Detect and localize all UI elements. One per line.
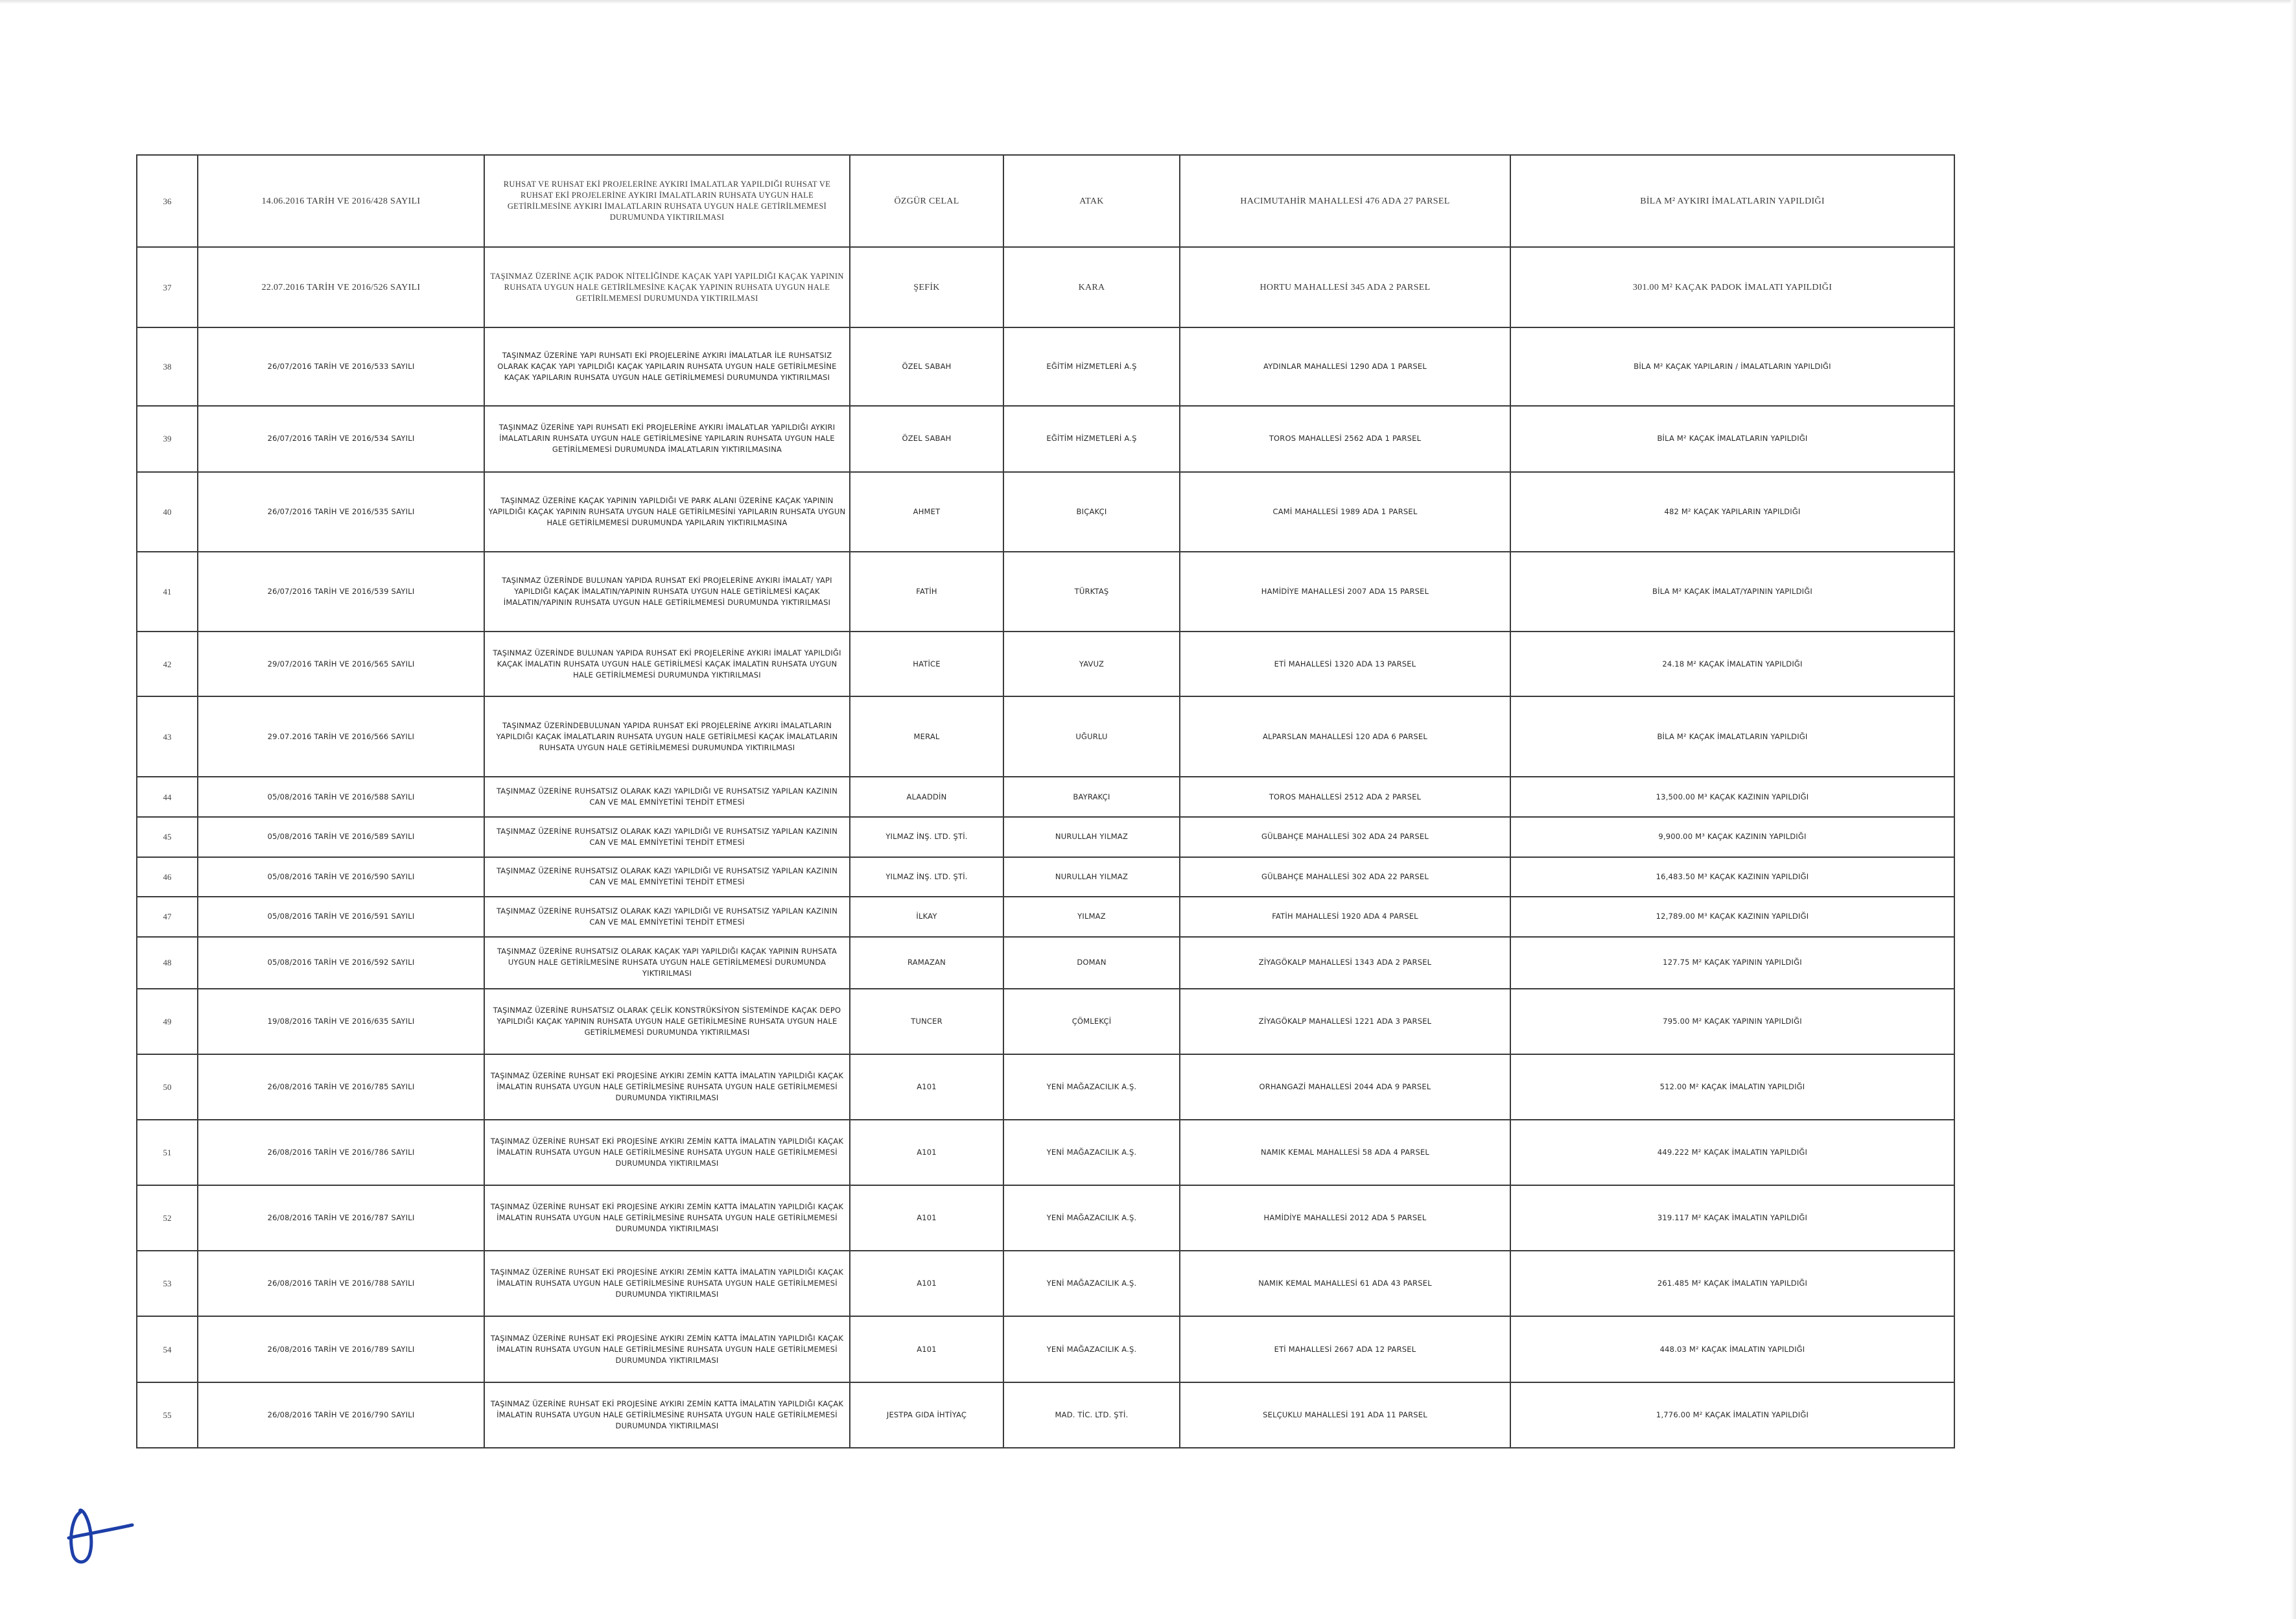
- violation-detail: 319.117 M² KAÇAK İMALATIN YAPILDIĞI: [1510, 1185, 1954, 1251]
- row-number: 55: [137, 1382, 198, 1448]
- parcel-location: CAMİ MAHALLESİ 1989 ADA 1 PARSEL: [1180, 472, 1510, 552]
- parcel-location: NAMIK KEMAL MAHALLESİ 61 ADA 43 PARSEL: [1180, 1251, 1510, 1316]
- decision-date-number: 26/07/2016 TARİH VE 2016/535 SAYILI: [198, 472, 484, 552]
- row-number: 51: [137, 1120, 198, 1185]
- subject-description: TAŞINMAZ ÜZERİNDE BULUNAN YAPIDA RUHSAT EKİ PROJELERİNE AYKIRI İMALAT YAPILDIĞI KAÇAK İMALATIN RUHSATA UYGUN HALE GETİRİLMESİ KAÇAK İMALATIN RUHSATA UYGUN HALE GETİRİLMEMESİ DURUMUNDA YIKTIRILMASI: [484, 632, 850, 696]
- decision-date-number: 29/07/2016 TARİH VE 2016/565 SAYILI: [198, 632, 484, 696]
- owner-surname: TÜRKTAŞ: [1003, 552, 1180, 632]
- violation-detail: BİLA M² KAÇAK YAPILARIN / İMALATLARIN YAPILDIĞI: [1510, 327, 1954, 405]
- decision-date-number: 05/08/2016 TARİH VE 2016/589 SAYILI: [198, 817, 484, 857]
- subject-description: TAŞINMAZ ÜZERİNE RUHSAT EKİ PROJESİNE AYKIRI ZEMİN KATTA İMALATIN YAPILDIĞI KAÇAK İMALATIN RUHSATA UYGUN HALE GETİRİLMESİNE RUHSATA UYGUN HALE GETİRİLMEMESİ DURUMUNDA YIKTIRILMASI: [484, 1316, 850, 1382]
- owner-surname: KARA: [1003, 247, 1180, 327]
- owner-surname: YENİ MAĞAZACILIK A.Ş.: [1003, 1120, 1180, 1185]
- parcel-location: ALPARSLAN MAHALLESİ 120 ADA 6 PARSEL: [1180, 696, 1510, 777]
- row-number: 44: [137, 777, 198, 817]
- row-number: 47: [137, 897, 198, 937]
- row-number: 46: [137, 857, 198, 897]
- table-row: [137, 1382, 1954, 1448]
- owner-name: RAMAZAN: [850, 937, 1003, 989]
- owner-name: A101: [850, 1054, 1003, 1120]
- owner-name: A101: [850, 1251, 1003, 1316]
- subject-description: TAŞINMAZ ÜZERİNE YAPI RUHSATI EKİ PROJELERİNE AYKIRI İMALATLAR İLE RUHSATSIZ OLARAK KAÇAK YAPI YAPILDIĞI KAÇAK YAPILARIN RUHSATA UYGUN HALE GETİRİLMESİNE KAÇAK YAPILARIN RUHSATA UYGUN HALE GETİRİLMEMESİ DURUMUNDA YIKTIRILMASI: [484, 327, 850, 405]
- demolition-decisions-table: [136, 154, 1955, 1448]
- decision-date-number: 05/08/2016 TARİH VE 2016/591 SAYILI: [198, 897, 484, 937]
- decision-date-number: 14.06.2016 TARİH VE 2016/428 SAYILI: [198, 155, 484, 247]
- table-row: [137, 472, 1954, 552]
- row-number: 38: [137, 327, 198, 405]
- row-number: 37: [137, 247, 198, 327]
- row-number: 45: [137, 817, 198, 857]
- owner-surname: YENİ MAĞAZACILIK A.Ş.: [1003, 1316, 1180, 1382]
- table-row: [137, 1251, 1954, 1316]
- violation-detail: 261.485 M² KAÇAK İMALATIN YAPILDIĞI: [1510, 1251, 1954, 1316]
- violation-detail: 127.75 M² KAÇAK YAPININ YAPILDIĞI: [1510, 937, 1954, 989]
- subject-description: TAŞINMAZ ÜZERİNE RUHSATSIZ OLARAK ÇELİK KONSTRÜKSİYON SİSTEMİNDE KAÇAK DEPO YAPILDIĞI KAÇAK YAPININ RUHSATA UYGUN HALE GETİRİLMESİNE RUHSATA UYGUN HALE GETİRİLMEMESİ DURUMUNDA YIKTIRILMASI: [484, 989, 850, 1054]
- decision-date-number: 26/08/2016 TARİH VE 2016/786 SAYILI: [198, 1120, 484, 1185]
- row-number: 43: [137, 696, 198, 777]
- violation-detail: 512.00 M² KAÇAK İMALATIN YAPILDIĞI: [1510, 1054, 1954, 1120]
- decision-date-number: 05/08/2016 TARİH VE 2016/590 SAYILI: [198, 857, 484, 897]
- subject-description: TAŞINMAZ ÜZERİNE RUHSATSIZ OLARAK KAZI YAPILDIĞI VE RUHSATSIZ YAPILAN KAZININ CAN VE MAL EMNİYETİNİ TEHDİT ETMESİ: [484, 817, 850, 857]
- violation-detail: 16,483.50 M³ KAÇAK KAZININ YAPILDIĞI: [1510, 857, 1954, 897]
- table-row: [137, 777, 1954, 817]
- violation-detail: 482 M² KAÇAK YAPILARIN YAPILDIĞI: [1510, 472, 1954, 552]
- parcel-location: HORTU MAHALLESİ 345 ADA 2 PARSEL: [1180, 247, 1510, 327]
- parcel-location: SELÇUKLU MAHALLESİ 191 ADA 11 PARSEL: [1180, 1382, 1510, 1448]
- owner-surname: YAVUZ: [1003, 632, 1180, 696]
- subject-description: TAŞINMAZ ÜZERİNDE BULUNAN YAPIDA RUHSAT EKİ PROJELERİNE AYKIRI İMALAT/ YAPI YAPILDIĞI KAÇAK İMALATIN/YAPININ RUHSATA UYGUN HALE GETİRİLMESİ KAÇAK İMALATIN/YAPININ RUHSATA UYGUN HALE GETİRİLMEMESİ DURUMUNDA YIKTIRILMASI: [484, 552, 850, 632]
- table-row: [137, 155, 1954, 247]
- violation-detail: BİLA M² KAÇAK İMALAT/YAPININ YAPILDIĞI: [1510, 552, 1954, 632]
- violation-detail: BİLA M² AYKIRI İMALATLARIN YAPILDIĞI: [1510, 155, 1954, 247]
- table-row: [137, 632, 1954, 696]
- parcel-location: TOROS MAHALLESİ 2562 ADA 1 PARSEL: [1180, 406, 1510, 472]
- subject-description: TAŞINMAZ ÜZERİNE RUHSAT EKİ PROJESİNE AYKIRI ZEMİN KATTA İMALATIN YAPILDIĞI KAÇAK İMALATIN RUHSATA UYGUN HALE GETİRİLMESİNE RUHSATA UYGUN HALE GETİRİLMEMESİ DURUMUNDA YIKTIRILMASI: [484, 1054, 850, 1120]
- table-row: [137, 937, 1954, 989]
- owner-surname: BIÇAKÇI: [1003, 472, 1180, 552]
- violation-detail: BİLA M² KAÇAK İMALATLARIN YAPILDIĞI: [1510, 406, 1954, 472]
- page-right-edge: [2291, 0, 2296, 1619]
- decision-date-number: 19/08/2016 TARİH VE 2016/635 SAYILI: [198, 989, 484, 1054]
- subject-description: TAŞINMAZ ÜZERİNE RUHSAT EKİ PROJESİNE AYKIRI ZEMİN KATTA İMALATIN YAPILDIĞI KAÇAK İMALATIN RUHSATA UYGUN HALE GETİRİLMESİNE RUHSATA UYGUN HALE GETİRİLMEMESİ DURUMUNDA YIKTIRILMASI: [484, 1185, 850, 1251]
- owner-surname: ATAK: [1003, 155, 1180, 247]
- row-number: 39: [137, 406, 198, 472]
- row-number: 50: [137, 1054, 198, 1120]
- table-row: [137, 696, 1954, 777]
- decision-date-number: 26/08/2016 TARİH VE 2016/789 SAYILI: [198, 1316, 484, 1382]
- owner-name: YILMAZ İNŞ. LTD. ŞTİ.: [850, 817, 1003, 857]
- owner-surname: YENİ MAĞAZACILIK A.Ş.: [1003, 1185, 1180, 1251]
- violation-detail: 24.18 M² KAÇAK İMALATIN YAPILDIĞI: [1510, 632, 1954, 696]
- parcel-location: TOROS MAHALLESİ 2512 ADA 2 PARSEL: [1180, 777, 1510, 817]
- violation-detail: 449.222 M² KAÇAK İMALATIN YAPILDIĞI: [1510, 1120, 1954, 1185]
- owner-name: ÖZGÜR CELAL: [850, 155, 1003, 247]
- decision-date-number: 26/07/2016 TARİH VE 2016/534 SAYILI: [198, 406, 484, 472]
- parcel-location: ZİYAGÖKALP MAHALLESİ 1343 ADA 2 PARSEL: [1180, 937, 1510, 989]
- row-number: 52: [137, 1185, 198, 1251]
- table-row: [137, 817, 1954, 857]
- parcel-location: GÜLBAHÇE MAHALLESİ 302 ADA 24 PARSEL: [1180, 817, 1510, 857]
- violation-detail: 448.03 M² KAÇAK İMALATIN YAPILDIĞI: [1510, 1316, 1954, 1382]
- subject-description: TAŞINMAZ ÜZERİNE RUHSAT EKİ PROJESİNE AYKIRI ZEMİN KATTA İMALATIN YAPILDIĞI KAÇAK İMALATIN RUHSATA UYGUN HALE GETİRİLMESİNE RUHSATA UYGUN HALE GETİRİLMEMESİ DURUMUNDA YIKTIRILMASI: [484, 1382, 850, 1448]
- subject-description: TAŞINMAZ ÜZERİNE RUHSAT EKİ PROJESİNE AYKIRI ZEMİN KATTA İMALATIN YAPILDIĞI KAÇAK İMALATIN RUHSATA UYGUN HALE GETİRİLMESİNE RUHSATA UYGUN HALE GETİRİLMEMESİ DURUMUNDA YIKTIRILMASI: [484, 1251, 850, 1316]
- subject-description: TAŞINMAZ ÜZERİNE KAÇAK YAPININ YAPILDIĞI VE PARK ALANI ÜZERİNE KAÇAK YAPININ YAPILDIĞI KAÇAK YAPININ RUHSATA UYGUN HALE GETİRİLMESİNİ YAPILARIN RUHSATA UYGUN HALE GETİRİLMEMESİ DURUMUNDA YAPILARIN YIKTIRILMASINA: [484, 472, 850, 552]
- parcel-location: NAMIK KEMAL MAHALLESİ 58 ADA 4 PARSEL: [1180, 1120, 1510, 1185]
- row-number: 41: [137, 552, 198, 632]
- subject-description: RUHSAT VE RUHSAT EKİ PROJELERİNE AYKIRI İMALATLAR YAPILDIĞI RUHSAT VE RUHSAT EKİ PROJELERİNE AYKIRI İMALATLARIN RUHSATA UYGUN HALE GETİRİLMESİNE AYKIRI İMALATLARIN RUHSATA UYGUN HALE GETİRİLMEMESİ DURUMUNDA YIKTIRILMASI: [484, 155, 850, 247]
- violation-detail: 12,789.00 M³ KAÇAK KAZININ YAPILDIĞI: [1510, 897, 1954, 937]
- violation-detail: 13,500.00 M³ KAÇAK KAZININ YAPILDIĞI: [1510, 777, 1954, 817]
- parcel-location: AYDINLAR MAHALLESİ 1290 ADA 1 PARSEL: [1180, 327, 1510, 405]
- owner-name: A101: [850, 1316, 1003, 1382]
- owner-name: YILMAZ İNŞ. LTD. ŞTİ.: [850, 857, 1003, 897]
- parcel-location: ETİ MAHALLESİ 1320 ADA 13 PARSEL: [1180, 632, 1510, 696]
- owner-surname: MAD. TİC. LTD. ŞTİ.: [1003, 1382, 1180, 1448]
- table-row: [137, 857, 1954, 897]
- subject-description: TAŞINMAZ ÜZERİNE RUHSATSIZ OLARAK KAÇAK YAPI YAPILDIĞI KAÇAK YAPININ RUHSATA UYGUN HALE GETİRİLMESİNE RUHSATA UYGUN HALE GETİRİLMEMESİ DURUMUNDA YIKTIRILMASI: [484, 937, 850, 989]
- owner-surname: BAYRAKÇI: [1003, 777, 1180, 817]
- owner-surname: YENİ MAĞAZACILIK A.Ş.: [1003, 1054, 1180, 1120]
- violation-detail: 795.00 M² KAÇAK YAPININ YAPILDIĞI: [1510, 989, 1954, 1054]
- owner-name: JESTPA GIDA İHTİYAÇ: [850, 1382, 1003, 1448]
- table-row: [137, 552, 1954, 632]
- decision-date-number: 29.07.2016 TARİH VE 2016/566 SAYILI: [198, 696, 484, 777]
- decision-date-number: 26/07/2016 TARİH VE 2016/539 SAYILI: [198, 552, 484, 632]
- table-row: [137, 989, 1954, 1054]
- parcel-location: GÜLBAHÇE MAHALLESİ 302 ADA 22 PARSEL: [1180, 857, 1510, 897]
- row-number: 49: [137, 989, 198, 1054]
- page-top-edge: [0, 0, 2296, 4]
- violation-detail: 1,776.00 M² KAÇAK İMALATIN YAPILDIĞI: [1510, 1382, 1954, 1448]
- parcel-location: ETİ MAHALLESİ 2667 ADA 12 PARSEL: [1180, 1316, 1510, 1382]
- owner-surname: UĞURLU: [1003, 696, 1180, 777]
- subject-description: TAŞINMAZ ÜZERİNE RUHSATSIZ OLARAK KAZI YAPILDIĞI VE RUHSATSIZ YAPILAN KAZININ CAN VE MAL EMNİYETİNİ TEHDİT ETMESİ: [484, 857, 850, 897]
- parcel-location: HAMİDİYE MAHALLESİ 2007 ADA 15 PARSEL: [1180, 552, 1510, 632]
- row-number: 48: [137, 937, 198, 989]
- owner-name: A101: [850, 1120, 1003, 1185]
- parcel-location: FATİH MAHALLESİ 1920 ADA 4 PARSEL: [1180, 897, 1510, 937]
- violation-detail: 301.00 M² KAÇAK PADOK İMALATI YAPILDIĞI: [1510, 247, 1954, 327]
- table-row: [137, 1054, 1954, 1120]
- decision-date-number: 05/08/2016 TARİH VE 2016/592 SAYILI: [198, 937, 484, 989]
- owner-name: ŞEFİK: [850, 247, 1003, 327]
- decision-date-number: 05/08/2016 TARİH VE 2016/588 SAYILI: [198, 777, 484, 817]
- parcel-location: HACIMUTAHİR MAHALLESİ 476 ADA 27 PARSEL: [1180, 155, 1510, 247]
- owner-name: MERAL: [850, 696, 1003, 777]
- owner-surname: ÇÖMLEKÇİ: [1003, 989, 1180, 1054]
- owner-name: AHMET: [850, 472, 1003, 552]
- decision-date-number: 26/08/2016 TARİH VE 2016/788 SAYILI: [198, 1251, 484, 1316]
- row-number: 53: [137, 1251, 198, 1316]
- owner-surname: EĞİTİM HİZMETLERİ A.Ş: [1003, 406, 1180, 472]
- owner-name: İLKAY: [850, 897, 1003, 937]
- owner-surname: NURULLAH YILMAZ: [1003, 817, 1180, 857]
- decision-date-number: 22.07.2016 TARİH VE 2016/526 SAYILI: [198, 247, 484, 327]
- owner-surname: YILMAZ: [1003, 897, 1180, 937]
- subject-description: TAŞINMAZ ÜZERİNDEBULUNAN YAPIDA RUHSAT EKİ PROJELERİNE AYKIRI İMALATLARIN YAPILDIĞI KAÇAK İMALATLARIN RUHSATA UYGUN HALE GETİRİLMESİ KAÇAK İMALATLARIN RUHSATA UYGUN HALE GETİRİLMEMESİ DURUMUNDA YIKTIRILMASI: [484, 696, 850, 777]
- owner-surname: DOMAN: [1003, 937, 1180, 989]
- subject-description: TAŞINMAZ ÜZERİNE RUHSATSIZ OLARAK KAZI YAPILDIĞI VE RUHSATSIZ YAPILAN KAZININ CAN VE MAL EMNİYETİNİ TEHDİT ETMESİ: [484, 897, 850, 937]
- table-row: [137, 1120, 1954, 1185]
- owner-name: HATİCE: [850, 632, 1003, 696]
- table-row: [137, 327, 1954, 405]
- decision-date-number: 26/08/2016 TARİH VE 2016/790 SAYILI: [198, 1382, 484, 1448]
- owner-surname: EĞİTİM HİZMETLERİ A.Ş: [1003, 327, 1180, 405]
- table-body: [137, 155, 1954, 1448]
- table-row: [137, 247, 1954, 327]
- parcel-location: HAMİDİYE MAHALLESİ 2012 ADA 5 PARSEL: [1180, 1185, 1510, 1251]
- subject-description: TAŞINMAZ ÜZERİNE YAPI RUHSATI EKİ PROJELERİNE AYKIRI İMALATLAR YAPILDIĞI AYKIRI İMALATLARIN RUHSATA UYGUN HALE GETİRİLMESİNE YAPILARIN RUHSATA UYGUN HALE GETİRİLMEMESİ DURUMUNDA İMALATLARIN YIKTIRILMASINA: [484, 406, 850, 472]
- owner-name: A101: [850, 1185, 1003, 1251]
- row-number: 40: [137, 472, 198, 552]
- row-number: 36: [137, 155, 198, 247]
- table-row: [137, 897, 1954, 937]
- owner-surname: YENİ MAĞAZACILIK A.Ş.: [1003, 1251, 1180, 1316]
- handwritten-signature: [53, 1498, 137, 1569]
- row-number: 54: [137, 1316, 198, 1382]
- subject-description: TAŞINMAZ ÜZERİNE RUHSAT EKİ PROJESİNE AYKIRI ZEMİN KATTA İMALATIN YAPILDIĞI KAÇAK İMALATIN RUHSATA UYGUN HALE GETİRİLMESİNE RUHSATA UYGUN HALE GETİRİLMEMESİ DURUMUNDA YIKTIRILMASI: [484, 1120, 850, 1185]
- violation-detail: 9,900.00 M³ KAÇAK KAZININ YAPILDIĞI: [1510, 817, 1954, 857]
- subject-description: TAŞINMAZ ÜZERİNE RUHSATSIZ OLARAK KAZI YAPILDIĞI VE RUHSATSIZ YAPILAN KAZININ CAN VE MAL EMNİYETİNİ TEHDİT ETMESİ: [484, 777, 850, 817]
- subject-description: TAŞINMAZ ÜZERİNE AÇIK PADOK NİTELİĞİNDE KAÇAK YAPI YAPILDIĞI KAÇAK YAPININ RUHSATA UYGUN HALE GETİRİLMESİNE KAÇAK YAPININ RUHSATA UYGUN HALE GETİRİLMEMESİ DURUMUNDA YIKTIRILMASI: [484, 247, 850, 327]
- owner-name: TUNCER: [850, 989, 1003, 1054]
- decision-date-number: 26/07/2016 TARİH VE 2016/533 SAYILI: [198, 327, 484, 405]
- violation-detail: BİLA M² KAÇAK İMALATLARIN YAPILDIĞI: [1510, 696, 1954, 777]
- decision-date-number: 26/08/2016 TARİH VE 2016/785 SAYILI: [198, 1054, 484, 1120]
- owner-name: FATİH: [850, 552, 1003, 632]
- parcel-location: ORHANGAZİ MAHALLESİ 2044 ADA 9 PARSEL: [1180, 1054, 1510, 1120]
- row-number: 42: [137, 632, 198, 696]
- table-row: [137, 1316, 1954, 1382]
- table-row: [137, 406, 1954, 472]
- decision-date-number: 26/08/2016 TARİH VE 2016/787 SAYILI: [198, 1185, 484, 1251]
- owner-name: ÖZEL SABAH: [850, 327, 1003, 405]
- owner-name: ÖZEL SABAH: [850, 406, 1003, 472]
- owner-name: ALAADDİN: [850, 777, 1003, 817]
- parcel-location: ZİYAGÖKALP MAHALLESİ 1221 ADA 3 PARSEL: [1180, 989, 1510, 1054]
- table-row: [137, 1185, 1954, 1251]
- owner-surname: NURULLAH YILMAZ: [1003, 857, 1180, 897]
